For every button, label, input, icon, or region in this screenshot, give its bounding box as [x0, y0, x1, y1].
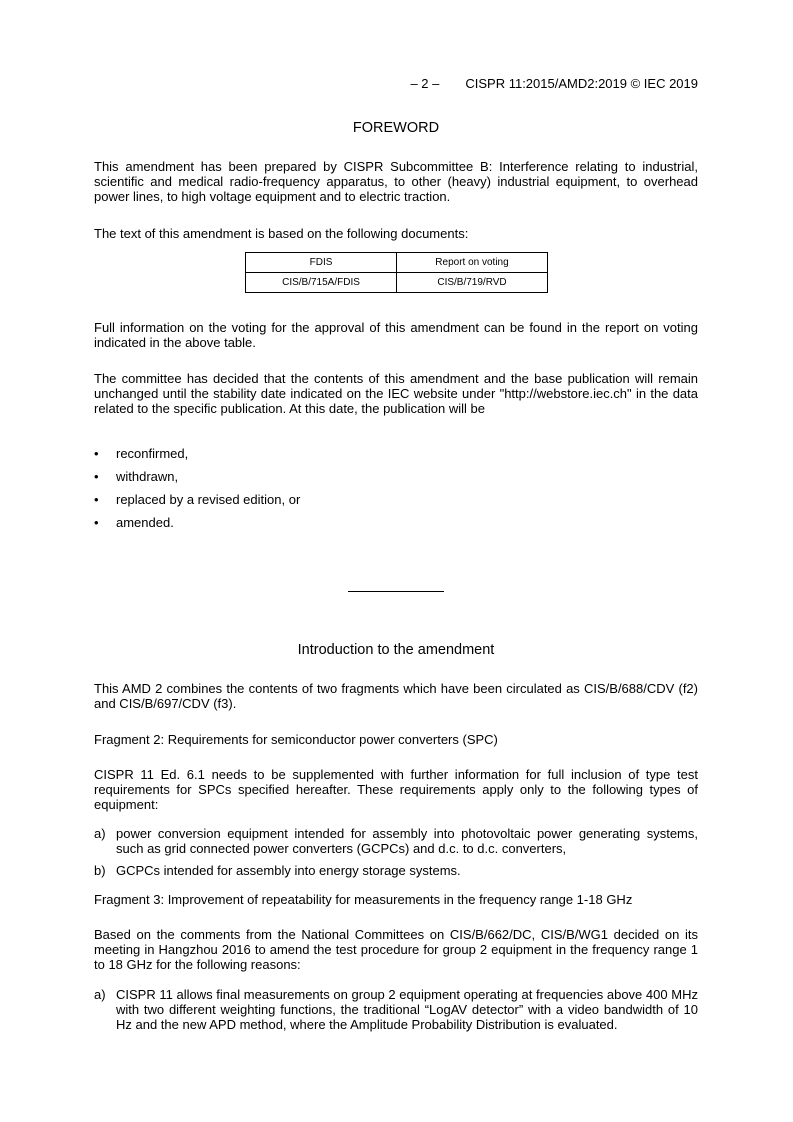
bullet-marker: •	[94, 515, 99, 530]
list-marker: a)	[94, 826, 106, 841]
list-item-text: CISPR 11 allows final measurements on group 2 equipment operating at frequencies above 400 MHz with two different weighting functions, the traditional “LogAV detector” with a video bandwidth of 10 Hz and the new APD method, where the Amplitude Probability Distribution is evaluated.	[116, 987, 698, 1032]
list-marker: b)	[94, 863, 106, 878]
list-item-text: replaced by a revised edition, or	[116, 492, 301, 507]
introduction-paragraph-2: CISPR 11 Ed. 6.1 needs to be supplemented with further information for full inclusion of type test requirements for SPCs specified hereafter. These requirements apply only to the following types of equipment:	[94, 767, 698, 812]
list-item-text: reconfirmed,	[116, 446, 189, 461]
table-cell: CIS/B/715A/FDIS	[246, 273, 397, 293]
list-item-text: power conversion equipment intended for assembly into photovoltaic power generating systems, such as grid connected power converters (GCPCs) and d.c. to d.c. converters,	[116, 826, 698, 856]
document-reference: CISPR 11:2015/AMD2:2019 © IEC 2019	[465, 76, 698, 91]
table-header-row	[246, 253, 548, 273]
foreword-paragraph-4: The committee has decided that the contents of this amendment and the base publication will remain unchanged until the stability date indicated on the IEC website under "http://webstore.iec.ch" in the data related to the specific publication. At this date, the publication will be	[94, 371, 698, 416]
table-header-cell: FDIS	[246, 253, 397, 273]
page-header	[410, 76, 698, 91]
table-row	[246, 273, 548, 293]
introduction-paragraph-3: Based on the comments from the National Committees on CIS/B/662/DC, CIS/B/WG1 decided on its meeting in Hangzhou 2016 to amend the test procedure for group 2 equipment in the frequency range 1 to 18 GHz for the following reasons:	[94, 927, 698, 972]
page-number: – 2 –	[410, 76, 440, 91]
foreword-paragraph-2: The text of this amendment is based on the following documents:	[94, 226, 469, 241]
bullet-marker: •	[94, 446, 99, 461]
list-item-text: withdrawn,	[116, 469, 179, 484]
foreword-paragraph-3: Full information on the voting for the approval of this amendment can be found in the report on voting indicated in the above table.	[94, 320, 698, 350]
list-marker: a)	[94, 987, 106, 1002]
table-cell: CIS/B/719/RVD	[397, 273, 548, 293]
fragment-3-heading: Fragment 3: Improvement of repeatability for measurements in the frequency range 1-18 GHz	[94, 892, 633, 907]
table-header-cell: Report on voting	[397, 253, 548, 273]
voting-documents-table	[245, 252, 548, 293]
introduction-paragraph-1: This AMD 2 combines the contents of two fragments which have been circulated as CIS/B/688/CDV (f2) and CIS/B/697/CDV (f3).	[94, 681, 698, 711]
list-item-text: GCPCs intended for assembly into energy storage systems.	[116, 863, 461, 878]
bullet-marker: •	[94, 492, 99, 507]
list-item-text: amended.	[116, 515, 174, 530]
fragment-2-heading: Fragment 2: Requirements for semiconductor power converters (SPC)	[94, 732, 498, 747]
foreword-paragraph-1: This amendment has been prepared by CISPR Subcommittee B: Interference relating to industrial, scientific and medical radio-frequency apparatus, to other (heavy) industrial equipment, to overhead power lines, to high voltage equipment and to electric traction.	[94, 159, 698, 204]
section-divider	[348, 591, 444, 592]
bullet-marker: •	[94, 469, 99, 484]
foreword-title: FOREWORD	[352, 120, 440, 136]
introduction-title: Introduction to the amendment	[297, 642, 495, 658]
